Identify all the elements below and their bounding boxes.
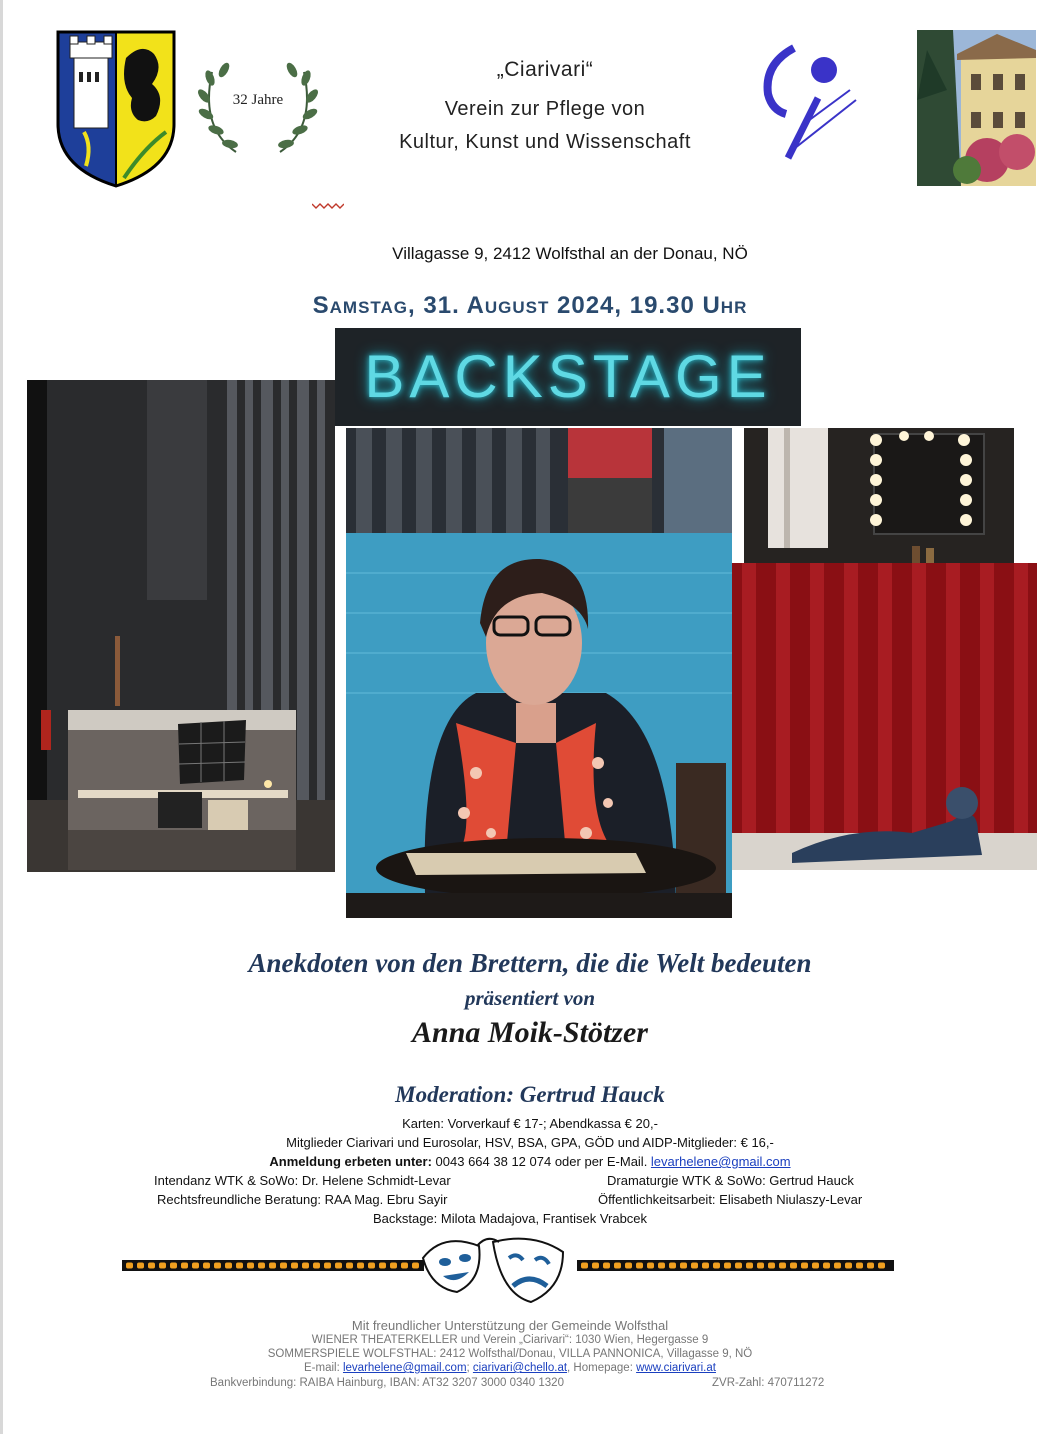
footer-homepage-link[interactable]: www.ciarivari.at — [636, 1362, 716, 1374]
footer-email-link-2[interactable]: ciarivari@chello.at — [472, 1362, 568, 1374]
film-strip-hole — [757, 1263, 764, 1269]
film-strip-hole — [214, 1263, 221, 1269]
intendanz-credit: Intendanz WTK & SoWo: Dr. Helene Schmidt-Levar — [154, 1173, 451, 1188]
film-strip-hole — [669, 1263, 676, 1269]
film-strip-hole — [746, 1263, 753, 1269]
film-strip-hole — [724, 1263, 731, 1269]
film-strip-hole — [357, 1263, 364, 1269]
dressing-room-photo — [68, 710, 296, 870]
footer-homepage-label: , Homepage: — [567, 1362, 637, 1374]
footer-address-wolfsthal: SOMMERSPIELE WOLFSTHAL: 2412 Wolfsthal/Donau, VILLA PANNONICA, Villagasse 9, NÖ — [267, 1348, 753, 1360]
film-strip-hole — [592, 1263, 599, 1269]
footer-contact — [120, 1362, 900, 1374]
film-strip-hole — [614, 1263, 621, 1269]
decorative-squiggle — [312, 202, 344, 210]
film-strip-divider-left — [122, 1260, 424, 1271]
coat-of-arms-logo — [54, 28, 178, 188]
backstage-neon-sign — [335, 328, 801, 426]
moderation-line: Moderation: Gertrud Hauck — [395, 1082, 665, 1107]
film-strip-hole — [845, 1263, 852, 1269]
film-strip-hole — [603, 1263, 610, 1269]
event-address: Villagasse 9, 2412 Wolfsthal an der Donau, NÖ — [392, 244, 748, 263]
film-strip-hole — [401, 1263, 408, 1269]
film-strip-hole — [779, 1263, 786, 1269]
presented-by-label: präsentiert von — [464, 986, 596, 1010]
association-subtitle-1: Verein zur Pflege von — [444, 98, 646, 120]
film-strip-hole — [735, 1263, 742, 1269]
red-curtain-photo — [732, 563, 1037, 870]
film-strip-hole — [379, 1263, 386, 1269]
film-strip-hole — [137, 1263, 144, 1269]
footer-separator: ; — [466, 1362, 473, 1374]
page-edge-line — [0, 0, 3, 1434]
footer-email-label: E-mail: — [304, 1362, 343, 1374]
film-strip-hole — [812, 1263, 819, 1269]
footer-zvr: ZVR-Zahl: 470711272 — [712, 1377, 825, 1389]
support-note: Mit freundlicher Unterstützung der Gemeinde Wolfsthal — [351, 1318, 669, 1333]
film-strip-hole — [203, 1263, 210, 1269]
film-strip-hole — [878, 1263, 885, 1269]
film-strip-hole — [302, 1263, 309, 1269]
registration-line — [120, 1154, 940, 1169]
film-strip-hole — [636, 1263, 643, 1269]
film-strip-hole — [236, 1263, 243, 1269]
film-strip-hole — [192, 1263, 199, 1269]
film-strip-hole — [691, 1263, 698, 1269]
film-strip-hole — [148, 1263, 155, 1269]
film-strip-hole — [280, 1263, 287, 1269]
film-strip-hole — [680, 1263, 687, 1269]
film-strip-hole — [856, 1263, 863, 1269]
film-strip-hole — [658, 1263, 665, 1269]
film-strip-hole — [801, 1263, 808, 1269]
event-subtitle: Anekdoten von den Brettern, die die Welt bedeuten — [248, 948, 812, 978]
legal-credit: Rechtsfreundliche Beratung: RAA Mag. Ebru Sayir — [157, 1192, 448, 1207]
film-strip-divider-right — [577, 1260, 894, 1271]
footer-email-link-1[interactable]: levarhelene@gmail.com — [342, 1362, 467, 1374]
villa-photo — [917, 30, 1036, 186]
anniversary-label: 32 Jahre — [232, 92, 284, 108]
film-strip-hole — [647, 1263, 654, 1269]
member-prices: Mitglieder Ciarivari und Eurosolar, HSV, BSA, GPA, GÖD und AIDP-Mitglieder: € 16,- — [286, 1135, 774, 1150]
dramaturgie-credit: Dramaturgie WTK & SoWo: Gertrud Hauck — [607, 1173, 854, 1188]
film-strip-hole — [823, 1263, 830, 1269]
film-strip-hole — [324, 1263, 331, 1269]
film-strip-hole — [247, 1263, 254, 1269]
film-strip-hole — [790, 1263, 797, 1269]
film-strip-hole — [269, 1263, 276, 1269]
film-strip-hole — [834, 1263, 841, 1269]
ciarivari-logo — [760, 40, 864, 164]
association-subtitle-2: Kultur, Kunst und Wissenschaft — [399, 131, 691, 153]
footer-address-vienna: WIENER THEATERKELLER und Verein „Ciarivari“: 1030 Wien, Hegergasse 9 — [311, 1334, 709, 1346]
association-name: „Ciarivari“ — [496, 58, 594, 81]
performer-name: Anna Moik-Stötzer — [412, 1016, 648, 1049]
film-strip-hole — [225, 1263, 232, 1269]
registration-label: Anmeldung erbeten unter: — [269, 1154, 432, 1169]
film-strip-hole — [159, 1263, 166, 1269]
film-strip-hole — [867, 1263, 874, 1269]
film-strip-hole — [625, 1263, 632, 1269]
film-strip-hole — [368, 1263, 375, 1269]
film-strip-hole — [291, 1263, 298, 1269]
film-strip-hole — [702, 1263, 709, 1269]
film-strip-hole — [768, 1263, 775, 1269]
film-strip-hole — [181, 1263, 188, 1269]
footer-bank: Bankverbindung: RAIBA Hainburg, IBAN: AT32 3207 3000 0340 1320 — [210, 1377, 564, 1389]
film-strip-hole — [713, 1263, 720, 1269]
film-strip-hole — [258, 1263, 265, 1269]
film-strip-hole — [170, 1263, 177, 1269]
backstage-credit: Backstage: Milota Madajova, Frantisek Vrabcek — [372, 1211, 648, 1226]
backstage-sign-text: BACKSTAGE — [364, 343, 772, 410]
film-strip-hole — [346, 1263, 353, 1269]
performer-photo — [346, 533, 732, 918]
pr-credit: Öffentlichkeitsarbeit: Elisabeth Niulaszy-Levar — [598, 1192, 863, 1207]
film-strip-hole — [390, 1263, 397, 1269]
film-strip-hole — [126, 1263, 133, 1269]
ticket-prices: Karten: Vorverkauf € 17-; Abendkassa € 20,- — [402, 1116, 658, 1131]
film-strip-hole — [313, 1263, 320, 1269]
event-date: Samstag, 31. August 2024, 19.30 Uhr — [312, 292, 748, 319]
film-strip-hole — [335, 1263, 342, 1269]
theatre-masks-icon — [413, 1228, 577, 1308]
film-strip-hole — [581, 1263, 588, 1269]
registration-email-link[interactable]: levarhelene@gmail.com — [650, 1154, 791, 1169]
registration-text: 0043 664 38 12 074 oder per E-Mail. — [431, 1154, 651, 1169]
